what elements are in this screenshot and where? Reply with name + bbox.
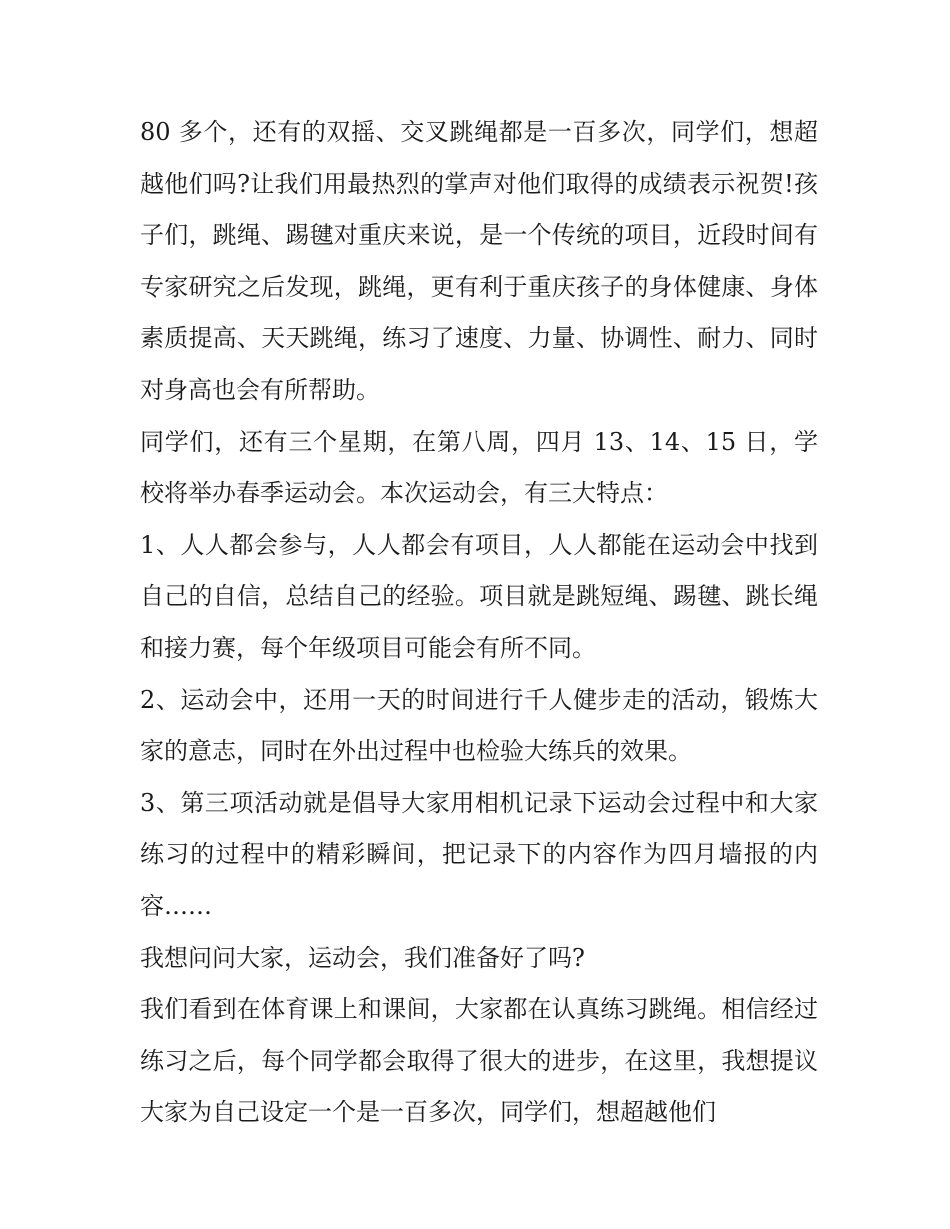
document-body — [140, 107, 818, 1139]
paragraph-practice: 我们看到在体育课上和课间，大家都在认真练习跳绳。相信经过练习之后，每个同学都会取得了很大的进步，在这里，我想提议大家为自己设定一个是一百多次，同学们，想超越他们 — [140, 995, 818, 1127]
paragraph-feature-2: 2、运动会中，还用一天的时间进行千人健步走的活动，锻炼大家的意志，同时在外出过程中也检验大练兵的效果。 — [140, 685, 818, 766]
paragraph-achievement: 80 多个，还有的双摇、交叉跳绳都是一百多次，同学们，想超越他们吗?让我们用最热烈的掌声对他们取得的成绩表示祝贺!孩子们，跳绳、踢毽对重庆来说，是一个传统的项目，近段时间有专家研究之后发现，跳绳，更有利于重庆孩子的身体健康、身体素质提高、天天跳绳，练习了速度、力量、协调性、耐力、同时对身高也会有所帮助。 — [140, 118, 818, 404]
paragraph-feature-3: 3、第三项活动就是倡导大家用相机记录下运动会过程中和大家练习的过程中的精彩瞬间，把记录下的内容作为四月墙报的内容…… — [140, 788, 818, 920]
paragraph-sports-meet-announcement: 同学们，还有三个星期，在第八周，四月 13、14、15 日，学校将举办春季运动会。本次运动会，有三大特点： — [140, 427, 818, 508]
paragraph-question: 我想问问大家，运动会，我们准备好了吗? — [140, 943, 585, 972]
paragraph-feature-1: 1、人人都会参与，人人都会有项目，人人都能在运动会中找到自己的自信，总结自己的经验。项目就是跳短绳、踢毽、跳长绳和接力赛，每个年级项目可能会有所不同。 — [140, 530, 818, 662]
